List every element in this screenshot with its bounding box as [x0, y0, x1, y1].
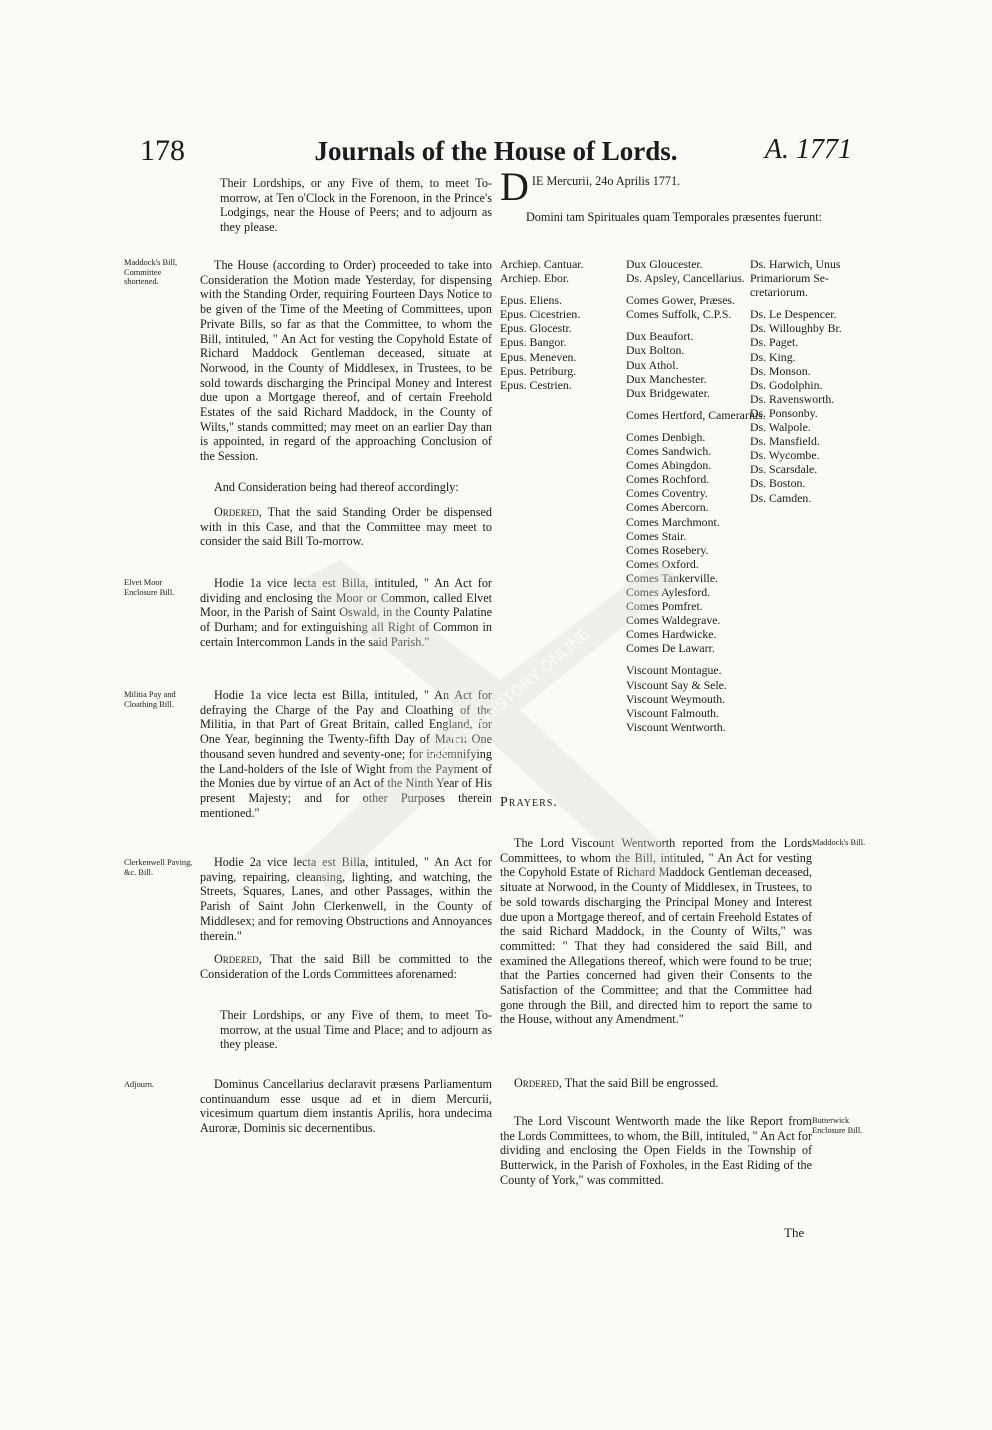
temporal-lords-list-2	[750, 257, 842, 505]
temporal-lord-entry: Comes Abingdon.	[626, 458, 712, 473]
temporal-lord-entry: cretariorum.	[750, 285, 808, 300]
temporal-lord-entry: Ds. Walpole.	[750, 420, 811, 435]
spiritual-lord-entry: Archiep. Ebor.	[500, 271, 570, 286]
temporal-lord-entry: Viscount Montague.	[626, 663, 722, 678]
temporal-lord-entry: Comes Marchmont.	[626, 514, 720, 529]
prayers-heading: Prayers.	[500, 795, 558, 810]
temporal-lord-entry: Comes Coventry.	[626, 486, 708, 501]
temporal-lord-entry: Comes Stair.	[626, 528, 687, 543]
elvet-paragraph: Hodie 1a vice lecta est Billa, intituled, " An Act for dividing and enclosing the Moor or Common, called Elvet Moor, in the Parish of Saint Oswald, in the County Palatine of Durham; and for extinguishing all Right of Common in certain Intercommon Lands in the said Parish."	[200, 576, 492, 649]
watermark-text: BRITISH HISTORY ONLINE	[428, 625, 594, 769]
temporal-lord-entry: Dux Beaufort.	[626, 329, 694, 344]
temporal-lord-entry: Comes Rosebery.	[626, 542, 709, 557]
temporal-lord-entry: Ds. Boston.	[750, 476, 806, 491]
temporal-lord-entry: Ds. Ponsonby.	[750, 405, 818, 420]
temporal-lord-entry: Comes Hertford, Camerarius.	[626, 407, 766, 422]
maddock-margin-note: Maddock's Bill, Committee shortened.	[124, 258, 178, 286]
list-gap	[626, 422, 746, 430]
spiritual-lord-entry: Epus. Petriburg.	[500, 363, 577, 378]
elvet-margin-note: Elvet Moor Enclosure Bill.	[124, 578, 175, 597]
drop-cap: D	[500, 164, 529, 209]
adjourn-mid: Their Lordships, or any Five of them, to meet To-morrow, at the usual Time and Place; and to adjourn as they please.	[220, 1008, 492, 1052]
adjourn-latin: Dominus Cancellarius declaravit præsens Parliamentum continuandum esse usque ad et in diem Mercurii, vicesimum quartum diem instantis Aprilis, hora undecima Auroræ, Dominis sic decernentibus.	[200, 1077, 492, 1136]
temporal-lord-entry: Primariorum Se-	[750, 271, 829, 286]
spiritual-lords-list	[500, 257, 584, 392]
temporal-lord-entry: Comes Oxford.	[626, 556, 699, 571]
temporal-lord-entry: Comes Hardwicke.	[626, 627, 717, 642]
spiritual-lord-entry: Epus. Bangor.	[500, 335, 567, 350]
sitting-date: D IE Mercurii, 24o Aprilis 1771.	[500, 164, 681, 209]
temporal-lord-entry: Ds. Willoughby Br.	[750, 321, 842, 336]
maddock-report-margin-note: Maddock's Bill.	[812, 838, 866, 847]
clerkenwell-paragraph: Hodie 2a vice lecta est Billa, intituled, " An Act for paving, repairing, cleansing, lighting, and watching, the Streets, Squares, Lanes, and other Passages, within the Parish of Saint John Clerkenwell, in the County of Middlesex; and for removing Obstructions and Annoyances therein."	[200, 855, 492, 943]
consideration-line: And Consideration being had thereof accordingly:	[214, 480, 459, 494]
temporal-lord-entry: Comes Gower, Præses.	[626, 293, 735, 308]
temporal-lord-entry: Ds. Camden.	[750, 490, 812, 505]
temporal-lord-entry: Viscount Falmouth.	[626, 705, 720, 720]
temporal-lord-entry: Ds. Ravensworth.	[750, 391, 835, 406]
temporal-lord-entry: Comes Sandwich.	[626, 444, 712, 459]
page-number: 178	[140, 134, 185, 167]
temporal-lords-list-1	[626, 257, 766, 734]
maddock-report: The Lord Viscount Wentworth reported from the Lords Committees, to whom the Bill, intituled, " An Act for vesting the Copyhold Estate of Richard Maddock Gentleman deceased, situate at Norwood, in the County of Middlesex, in Trustees, to be sold towards discharging the Principal Money and Interest due upon a Mortgage thereof, and of certain Freehold Estates of the said Richard Maddock, in the County of Wilts," was committed: " That they had considered the said Bill, and examined the Allegations thereof, which were found to be true; that the Parties concerned had given their Consents to the Satisfaction of the Committee; and that the Committee had gone through the Bill, and directed him to report the same to the House, without any Amendment."	[500, 836, 812, 1027]
temporal-lord-entry: Dux Athol.	[626, 357, 679, 372]
temporal-lord-entry: Comes Pomfret.	[626, 599, 703, 614]
list-gap	[626, 655, 746, 663]
temporal-lord-entry: Viscount Weymouth.	[626, 691, 726, 706]
temporal-lord-entry: Comes Denbigh.	[626, 429, 706, 444]
temporal-lord-entry: Ds. King.	[750, 349, 796, 364]
spiritual-lord-entry: Epus. Meneven.	[500, 349, 577, 364]
adjourn-margin-note: Adjourn.	[124, 1080, 155, 1089]
temporal-lord-entry: Dux Manchester.	[626, 371, 707, 386]
spiritual-lord-entry: Epus. Cicestrien.	[500, 307, 581, 322]
spiritual-lord-entry: Archiep. Cantuar.	[500, 257, 584, 271]
ordered-engrossed: Ordered, That the said Bill be engrossed.	[514, 1076, 719, 1090]
adjourn-top: Their Lordships, or any Five of them, to meet To-morrow, at Ten o'Clock in the Forenoon, in the Prince's Lodgings, near the House of Peers; and to adjourn as they please.	[220, 176, 492, 235]
temporal-lord-entry: Comes Aylesford.	[626, 584, 711, 599]
temporal-lord-entry: Comes Rochford.	[626, 472, 710, 487]
temporal-lord-entry: Ds. Scarsdale.	[750, 462, 818, 477]
butterwick-report: The Lord Viscount Wentworth made the like Report from the Lords Committees, to whom, the Bill, intituled, " An Act for dividing and enclosing the Open Fields in the Township of Butterwick, in the Parish of Foxholes, in the East Riding of the County of York," was committed.	[500, 1114, 813, 1187]
temporal-lord-entry: Comes Waldegrave.	[626, 613, 721, 628]
present-heading: Domini tam Spirituales quam Temporales præsentes fuerunt:	[525, 210, 823, 224]
list-gap	[626, 321, 746, 329]
temporal-lord-entry: Ds. Wycombe.	[750, 448, 820, 463]
temporal-lord-entry: Comes Suffolk, C.P.S.	[626, 307, 732, 322]
temporal-lord-entry: Ds. Le Despencer.	[750, 307, 837, 322]
journal-title: Journals of the House of Lords.	[314, 136, 678, 166]
temporal-lord-entry: Viscount Wentworth.	[626, 719, 726, 734]
militia-paragraph: Hodie 1a vice lecta est Billa, intituled, " An Act for defraying the Charge of the Pay and Cloathing of the Militia, in that Part of Great Britain, called England, for One Year, beginning the Twenty-fifth Day of March One thousand seven hundred and seventy-one; for indemnifying the Land-holders of the Isle of Wight from the Payment of the Monies due by virtue of an Act of the Ninth Year of His present Majesty; and for other Purposes therein mentioned."	[200, 688, 492, 820]
temporal-lord-entry: Ds. Godolphin.	[750, 377, 823, 392]
spiritual-lord-entry: Epus. Glocestr.	[500, 321, 572, 336]
ordered-standing-order: Ordered, That the said Standing Order be dispensed with in this Case, and that the Committee may meet to consider the said Bill To-morrow.	[200, 505, 492, 549]
temporal-lord-entry: Ds. Mansfield.	[750, 434, 820, 449]
ordered-label: Ordered,	[214, 505, 262, 519]
militia-margin-note: Militia Pay and Cloathing Bill.	[124, 690, 176, 709]
temporal-lord-entry: Comes Tankerville.	[626, 570, 719, 585]
temporal-lord-entry: Ds. Paget.	[750, 335, 799, 350]
list-gap	[626, 285, 746, 293]
maddock-paragraph: The House (according to Order) proceeded to take into Consideration the Motion made Yesterday, for dispensing with the Standing Order, requiring Fourteen Days Notice to be given of the Time of the Meeting of Committees, upon Private Bills, so far as that the Committee, to whom the Bill, intituled, " An Act for vesting the Copyhold Estate of Richard Maddock Gentleman deceased, situate at Norwood, in the County of Middlesex, in Trustees, to be sold towards discharging the Principal Money and Interest due upon a Mortgage thereof, and of certain Freehold Estates of the said Richard Maddock, in the County of Wilts," stands committed; may meet on an earlier Day than is appointed, in regard of the approaching Conclusion of the Session.	[200, 258, 492, 464]
catchword: The	[784, 1225, 805, 1240]
temporal-lord-entry: Dux Bolton.	[626, 343, 685, 358]
temporal-lord-entry: Ds. Monson.	[750, 363, 811, 378]
spiritual-lord-entry: Epus. Eliens.	[500, 293, 562, 308]
temporal-lord-entry: Comes Abercorn.	[626, 500, 709, 515]
temporal-lord-entry: Dux Gloucester.	[626, 257, 703, 271]
list-gap	[750, 299, 842, 307]
temporal-lord-entry: Ds. Harwich, Unus	[750, 257, 841, 271]
temporal-lord-entry: Comes De Lawarr.	[626, 641, 715, 656]
running-head	[140, 134, 852, 174]
temporal-lord-entry: Viscount Say & Sele.	[626, 677, 727, 692]
list-gap	[626, 400, 746, 408]
temporal-lord-entry: Dux Bridgewater.	[626, 385, 710, 400]
temporal-lord-entry: Ds. Apsley, Cancellarius.	[626, 271, 745, 286]
year: A. 1771	[764, 134, 852, 165]
list-gap	[500, 285, 584, 293]
butterwick-margin-note: Butterwick Enclosure Bill.	[812, 1116, 863, 1135]
spiritual-lord-entry: Epus. Cestrien.	[500, 377, 572, 392]
ordered-committed: Ordered, That the said Bill be committed to the Consideration of the Lords Committees aforenamed:	[200, 952, 493, 981]
clerkenwell-margin-note: Clerkenwell Paving, &c. Bill.	[124, 858, 193, 877]
